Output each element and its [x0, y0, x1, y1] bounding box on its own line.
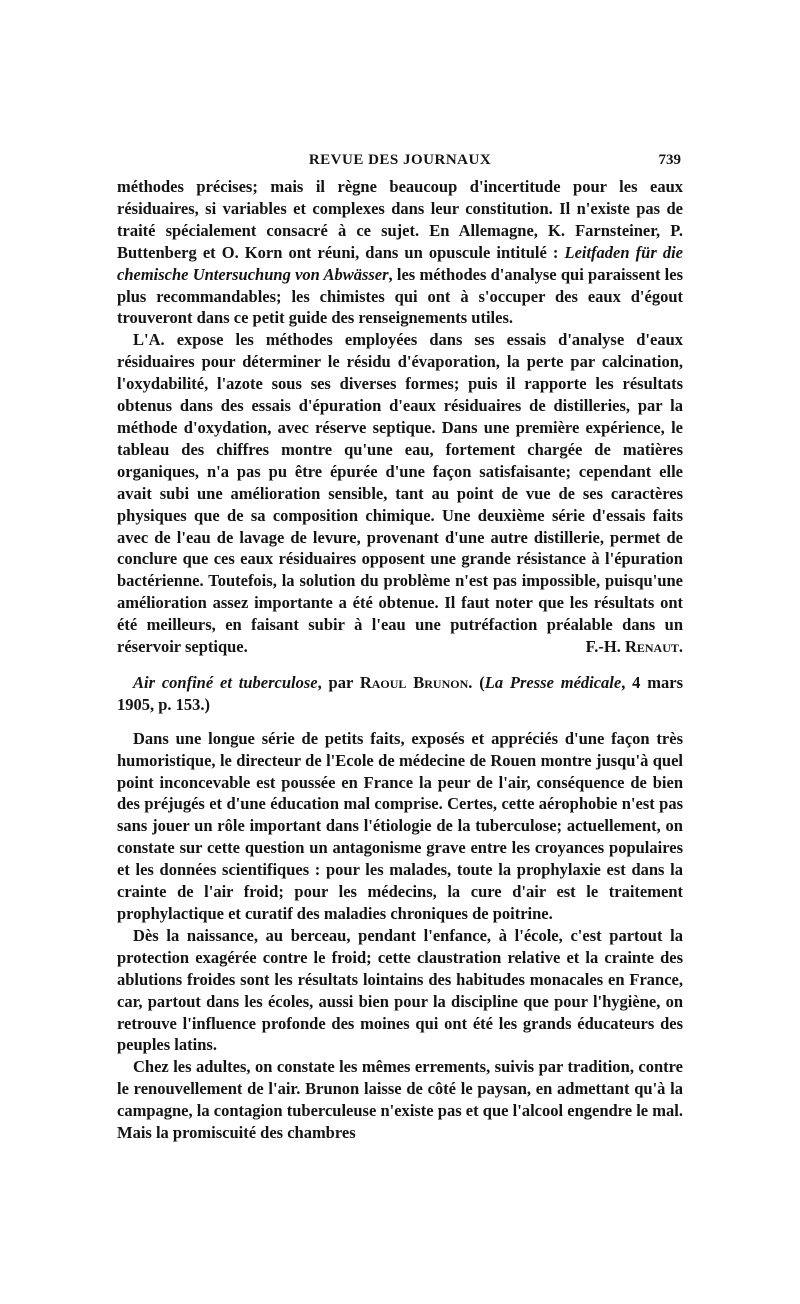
citation-gap [117, 716, 683, 728]
review1-p2-text: L'A. expose les méthodes employées dans ses essais d'analyse d'eaux résiduaires pour déterminer le résidu d'évaporation, la perte par calcination, l'oxydabilité, l'azote sous ses diverses formes; puis il rapporte les résultats obtenus dans des essais d'épuration d'eaux résiduaires de distilleries, par la méthode d'oxydation, avec réserve septique. Dans une première expérience, le tableau des chiffres montre qu'une eau, fortement chargée de matières organiques, n'a pas pu être épurée d'une façon satisfaisante; cependant elle avait subi une amélioration sensible, tant au point de vue de ses caractères physiques que de sa composition chimique. Une deuxième série d'essais faits avec de l'eau de lavage de levure, provenant d'une autre distillerie, permet de conclure que ces eaux résiduaires opposent une grande résistance à l'épuration bactérienne. Toutefois, la solution du problème n'est pas impossible, puisqu'une amélioration assez importante a été obtenue. Il faut noter que les résultats ont été meilleurs, en faisant subir à l'eau une putréfaction préalable dans un réservoir septique. [117, 330, 683, 657]
review1-p1-start: méthodes précises; mais il règne beaucoup d'incertitude pour les eaux résiduaires, si variables et complexes dans leur constitution. Il n'existe pas de traité spécialement consacré à ce sujet. En Allemagne, K. Farnsteiner, P. Buttenberg et O. Korn ont réuni, dans un opuscule intitulé : [117, 177, 683, 262]
page-number: 739 [658, 152, 681, 168]
running-title: REVUE DES JOURNAUX [308, 152, 492, 168]
review1-paragraph-2 [117, 329, 683, 658]
review1-p1-end: , les méthodes d'analyse qui paraissent les plus recommandables; les chimistes qui ont à s'occuper des eaux d'égout trouveront dans ce petit guide des renseignements utiles. [117, 264, 683, 328]
review2-cite-open: . ( [468, 672, 485, 692]
cited-book-title: Leitfaden für die chemische Untersuchung von Abwässer [117, 242, 683, 284]
review2-paragraph-1: Dans une longue série de petits faits, exposés et appréciés d'une façon très humoristique, le directeur de l'Ecole de médecine de Rouen montre jusqu'à quel point inconcevable est poussée en France la peur de l'air, conséquence de bien des préjugés et d'une éducation mal comprise. Certes, cette aérophobie n'est pas sans jouer un rôle important dans l'étiologie de la tuberculose; actuellement, on constate sur cette question un antagonisme grave entre les croyances populaires et les données scientifiques : pour les malades, toute la prophylaxie est dans la crainte de l'air froid; pour les médecins, la cure d'air est le traitement prophylactique et curatif des maladies chroniques de poitrine. [117, 728, 683, 923]
review2-paragraph-2: Dès la naissance, au berceau, pendant l'enfance, à l'école, c'est partout la protection exagérée contre le froid; cette claustration relative et la crainte des ablutions froides sont les résultats lointains des habitudes monacales en France, car, partout dans les écoles, aussi bien pour la discipline que pour l'hygiène, on retrouve l'influence profonde des moines qui ont été les grands éducateurs des peuples latins. [117, 925, 683, 1055]
review2-author: Raoul Brunon [359, 672, 469, 692]
journal-page [117, 150, 683, 1144]
section-gap [117, 658, 683, 672]
review1-paragraph-1 [117, 176, 683, 329]
review2-cite-rest: , 4 mars 1905, p. 153.) [117, 672, 684, 714]
review1-signature: F.-H. Renaut. [585, 637, 683, 657]
review2-journal: La Presse médicale [484, 672, 622, 692]
review2-paragraph-3: Chez les adultes, on constate les mêmes errements, suivis par tradition, contre le renouvellement de l'air. Brunon laisse de côté le paysan, en admettant qu'à la campagne, la contagion tuberculeuse n'existe pas et que l'alcool engendre le mal. Mais la promiscuité des chambres [117, 1057, 683, 1143]
review2-citation [117, 672, 683, 716]
review2-title: Air confiné et tuberculose [133, 672, 318, 692]
page-header [117, 150, 683, 176]
review2-by: , par [317, 672, 360, 692]
